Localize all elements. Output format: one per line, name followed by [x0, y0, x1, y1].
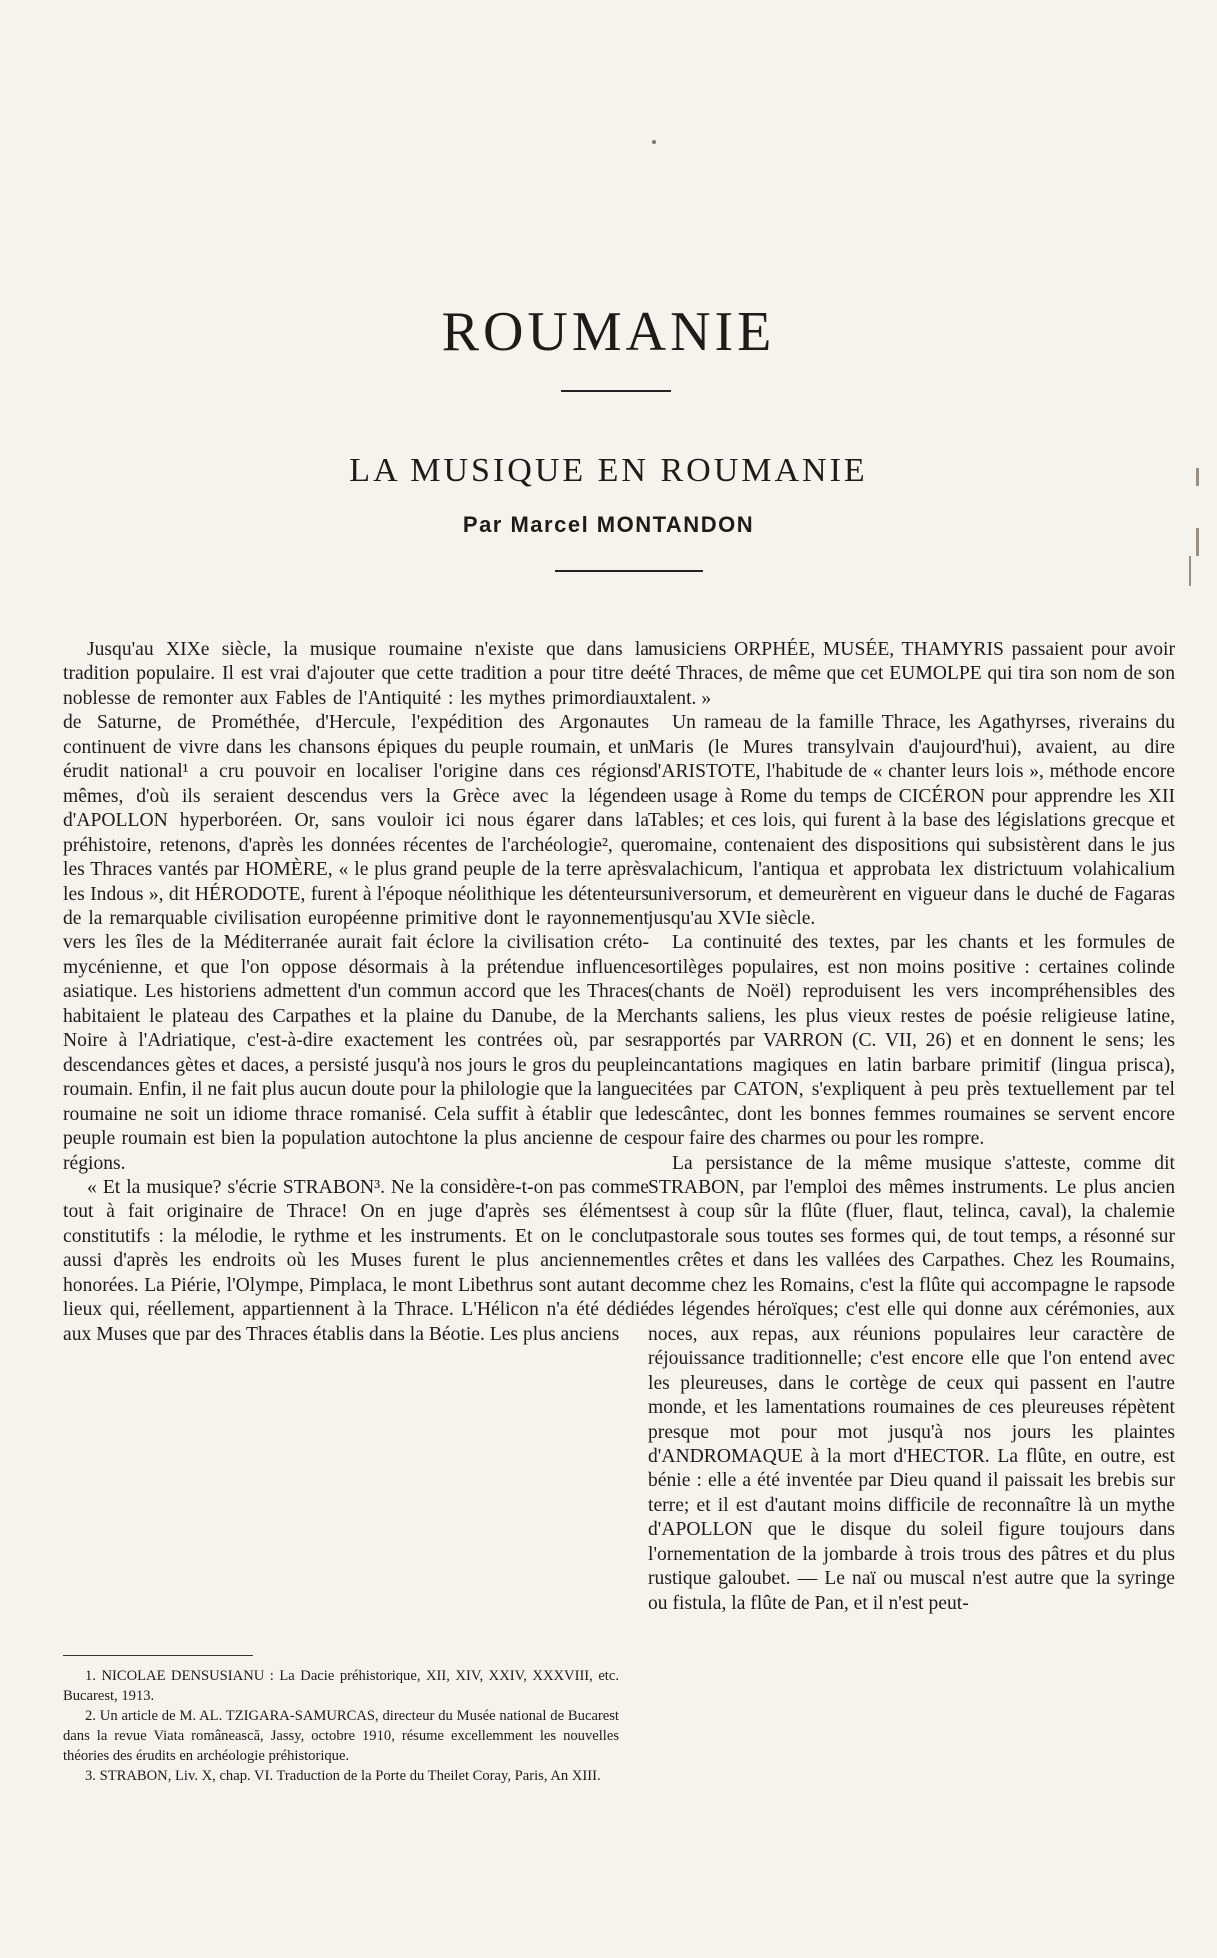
paragraph: La continuité des textes, par les chants et les formules de sortilèges populaires, est non moins positive : certaines colinde (chants de Noël) reproduisent les vers incompréhensibles des chants saliens, les plus vieux restes de poésie religieuse latine, rapportés par VARRON (C. VII, 26) et en donnent le sens; les incantations magiques en latin barbare primitif (lingua prisca), citées par CATON, s'expliquent à peu près textuellement par tel descântec, dont les bonnes femmes roumaines se servent encore pour faire des charmes ou pour les rompre.	[648, 932, 1175, 1150]
title-rule	[561, 390, 671, 392]
paragraph: Un rameau de la famille Thrace, les Agathyrses, riverains du Maris (le Mures transylvain d'aujourd'hui), avaient, au dire d'ARISTOTE, l'habitude de « chanter leurs lois », méthode encore en usage à Rome du temps de CICÉRON pour apprendre les XII Tables; et ces lois, qui furent à la base des législations grecque et romaine, contenaient des dispositions qui subsistèrent dans le jus valachicum, l'antiqua et approbata lex districtuum volahicalium universorum, et demeurèrent en vigueur dans le duché de Fagaras jusqu'au XVIe siècle.	[648, 712, 1175, 929]
footnote: 1. NICOLAE DENSUSIANU : La Dacie préhistorique, XII, XIV, XXIV, XXXVIII, etc. Bucarest, 1913.	[63, 1668, 619, 1704]
paragraph: La persistance de la même musique s'atteste, comme dit STRABON, par l'emploi des mêmes instruments. Le plus ancien est à coup sûr la flûte (fluer, flaut, telinca, caval), la chalemie pastorale sous toutes ses formes qui, de tout temps, a résonné sur les crêtes et dans les vallées des Carpathes. Chez les Roumains, comme chez les Romains, c'est la flûte qui accompagne le rapsode des légendes héroïques; c'est elle qui donne aux cérémonies, aux noces, aux repas, aux réunions populaires leur caractère de réjouissance traditionnelle; c'est encore elle que l'on entend avec les pleureuses, dans le cortège de ceux qui passent en l'autre monde, et les lamentations roumaines de ces pleureuses répètent presque mot pour mot jusqu'à nos jours les plaintes d'ANDROMAQUE à la mort d'HECTOR. La flûte, en outre, est bénie : elle a été inventée par Dieu quand il paissait les brebis sur terre; et il est d'autant moins difficile de reconnaître là un mythe d'APOLLON que le disque du soleil figure toujours dans l'ornementation de la jombarde à trois trous des pâtres et du plus rustique galoubet. — Le naï ou muscal n'est autre que la syringe ou fistula, la flûte de Pan, et il n'est peut-	[648, 1152, 1175, 1614]
left-column	[63, 638, 649, 1638]
byline-rule	[555, 570, 703, 572]
page-title: ROUMANIE	[441, 301, 776, 363]
article-title: LA MUSIQUE EN ROUMANIE	[349, 452, 868, 489]
author-byline: Par Marcel MONTANDON	[462, 512, 755, 537]
footnotes	[63, 1666, 619, 1786]
right-column	[648, 638, 1175, 1958]
paragraph: musiciens ORPHÉE, MUSÉE, THAMYRIS passaient pour avoir été Thraces, de même que cet EUMOLPE qui tira son nom de son talent. »	[648, 639, 1175, 709]
footnote: 3. STRABON, Liv. X, chap. VI. Traduction de la Porte du Theilet Coray, Paris, An XIII.	[85, 1768, 601, 1784]
footnote: 2. Un article de M. AL. TZIGARA-SAMURCAS, directeur du Musée national de Bucarest dans la revue Viata românească, Jassy, octobre 1910, résume excellemment les nouvelles théories des érudits en archéologie préhistorique.	[63, 1708, 619, 1764]
paragraph: Jusqu'au XIXe siècle, la musique roumaine n'existe que dans la tradition populaire. Il est vrai d'ajouter que cette tradition a pour titre de noblesse de remonter aux Fables de l'Antiquité : les mythes primordiaux de Saturne, de Prométhée, d'Hercule, l'expédition des Argonautes continuent de vivre dans les chansons épiques du peuple roumain, et un érudit national¹ a cru pouvoir en localiser l'origine dans ces régions mêmes, d'où ils seraient descendus vers la Grèce avec la légende d'APOLLON hyperboréen. Or, sans vouloir ici nous égarer dans la préhistoire, retenons, d'après les données récentes de l'archéologie², que les Thraces vantés par HOMÈRE, « le plus grand peuple de la terre après les Indous », dit HÉRODOTE, furent à l'époque néolithique les détenteurs de la remarquable civilisation européenne primitive dont le rayonnement vers les îles de la Méditerranée aurait fait éclore la civilisation créto-mycénienne, et que l'on oppose désormais à la prétendue influence asiatique. Les historiens admettent d'un commun accord que les Thraces habitaient le plateau des Carpathes et la plaine du Danube, de la Mer Noire à l'Adriatique, c'est-à-dire exactement les contrées où, par ses descendances gètes et daces, a persisté jusqu'à nos jours le gros du peuple roumain. Enfin, il ne fait plus aucun doute pour la philologie que la langue roumaine ne soit un idiome thrace romanisé. Cela suffit à établir que le peuple roumain est bien la population autochtone la plus ancienne de ces régions.	[63, 639, 649, 1174]
margin-mark	[1189, 556, 1191, 586]
paragraph: « Et la musique? s'écrie STRABON³. Ne la considère-t-on pas comme tout à fait originaire de Thrace! On en juge d'après ses éléments constitutifs : la mélodie, le rythme et les instruments. Et on le conclut aussi d'après les endroits où les Muses furent le plus anciennement honorées. La Piérie, l'Olympe, Pimplaca, le mont Libethrus sont autant de lieux qui, réellement, appartiennent à la Thrace. L'Hélicon n'a été dédié aux Muses que par des Thraces établis dans la Béotie. Les plus anciens	[63, 1176, 649, 1345]
ink-dot	[652, 140, 656, 144]
footnote-rule	[63, 1655, 253, 1656]
